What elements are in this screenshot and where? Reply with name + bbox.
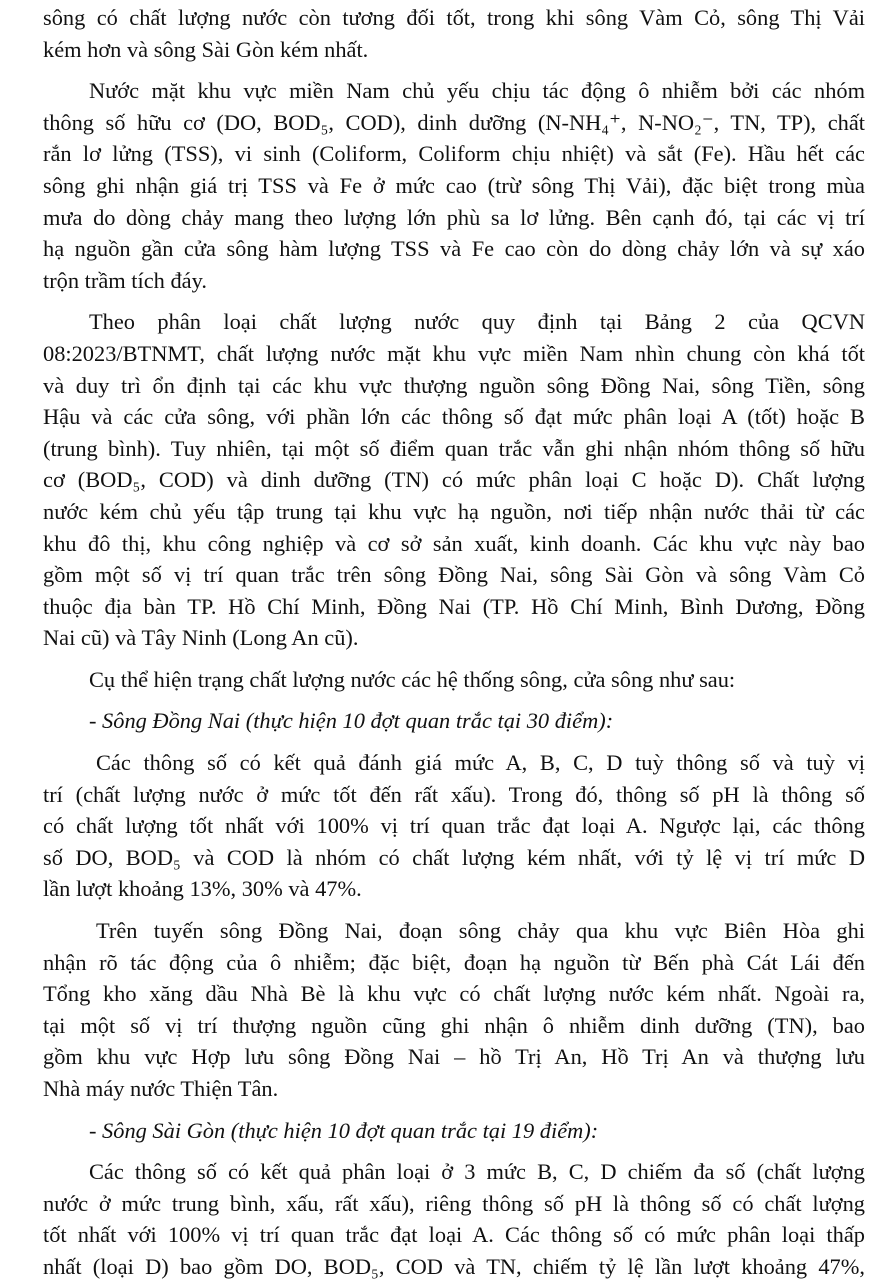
text-line: kém hơn và sông Sài Gòn kém nhất. <box>43 36 369 62</box>
text-line: khu đô thị, khu công nghiệp và cơ sở sản xuất, kinh doanh. Các khu vực này bao <box>43 530 865 556</box>
heading-song-dong-nai <box>43 705 865 737</box>
paragraph-dong-nai-route <box>43 915 865 1105</box>
text-line: có chất lượng tốt nhất với 100% vị trí quan trắc đạt loại A. Ngược lại, các thông <box>43 813 865 839</box>
text-line: sông có chất lượng nước còn tương đối tốt, trong khi sông Vàm Cỏ, sông Thị Vải <box>43 5 865 30</box>
text-line: rắn lơ lửng (TSS), vi sinh (Coliform, Coliform chịu nhiệt) và sắt (Fe). Hầu hết các <box>43 141 865 167</box>
text-line: Nai cũ) và Tây Ninh (Long An cũ). <box>43 625 359 651</box>
text-line: 08:2023/BTNMT, chất lượng nước mặt khu vực miền Nam nhìn chung còn khá tốt <box>43 340 865 366</box>
text-line: (trung bình). Tuy nhiên, tại một số điểm quan trắc vẫn ghi nhận nhóm thông số hữu <box>43 435 865 461</box>
text-line: mưa do dòng chảy mang theo lượng lớn phù sa lơ lửng. Bên cạnh đó, tại các vị trí <box>43 204 865 230</box>
text-line: sông ghi nhận giá trị TSS và Fe ở mức cao (trừ sông Thị Vải), đặc biệt trong mùa <box>43 172 865 198</box>
text-line: thuộc địa bàn TP. Hồ Chí Minh, Đồng Nai (TP. Hồ Chí Minh, Bình Dương, Đồng <box>43 593 865 619</box>
text-line: số DO, BOD₅ và COD là nhóm có chất lượng kém nhất, với tỷ lệ vị trí mức D <box>43 844 865 870</box>
text-line: Cụ thể hiện trạng chất lượng nước các hệ thống sông, cửa sông như sau: <box>89 666 736 692</box>
paragraph-classification <box>43 306 865 654</box>
text-line: Nhà máy nước Thiện Tân. <box>43 1076 279 1101</box>
text-line: Hậu và các cửa sông, với phần lớn các thông số đạt mức phân loại A (tốt) hoặc B <box>43 404 865 430</box>
section-heading: - Sông Đồng Nai (thực hiện 10 đợt quan trắc tại 30 điểm): <box>89 708 614 734</box>
text-line: tốt nhất với 100% vị trí quan trắc đạt loại A. Các thông số có mức phân loại thấp <box>43 1222 865 1248</box>
text-line: lần lượt khoảng 13%, 30% và 47%. <box>43 876 362 902</box>
text-line: hạ nguồn gần cửa sông hàm lượng TSS và Fe cao còn do dòng chảy lớn và sự xáo <box>43 236 865 262</box>
text-line: nước ở mức trung bình, xấu, rất xấu), riêng thông số pH là thông số có chất lượng <box>43 1190 865 1216</box>
paragraph-sai-gon-results <box>43 1156 865 1282</box>
text-line: nước kém chủ yếu tập trung tại khu vực hạ nguồn, nơi tiếp nhận nước thải từ các <box>43 498 865 524</box>
text-line: nhận rõ tác động của ô nhiễm; đặc biệt, đoạn hạ nguồn từ Bến phà Cát Lái đến <box>43 949 865 975</box>
text-line: trí (chất lượng nước ở mức tốt đến rất xấu). Trong đó, thông số pH là thông số <box>43 781 865 807</box>
document-page <box>43 2 865 1283</box>
text-line: tại một số vị trí thượng nguồn cũng ghi nhận ô nhiễm dinh dưỡng (TN), bao <box>43 1012 865 1038</box>
text-line: và duy trì ổn định tại các khu vực thượng nguồn sông Đồng Nai, sông Tiền, sông <box>43 372 865 398</box>
text-line: nhất (loại D) bao gồm DO, BOD₅, COD và TN, chiếm tỷ lệ lần lượt khoảng 47%, <box>43 1253 865 1279</box>
text-line: Trên tuyến sông Đồng Nai, đoạn sông chảy qua khu vực Biên Hòa ghi <box>96 918 865 944</box>
text-line: Nước mặt khu vực miền Nam chủ yếu chịu tác động ô nhiễm bởi các nhóm <box>89 78 865 104</box>
paragraph-intro-tail <box>43 2 865 65</box>
heading-song-sai-gon <box>43 1115 865 1147</box>
section-heading: - Sông Sài Gòn (thực hiện 10 đợt quan trắc tại 19 điểm): <box>89 1117 599 1143</box>
text-line: Các thông số có kết quả đánh giá mức A, B, C, D tuỳ thông số và tuỳ vị <box>96 750 865 776</box>
text-line: Theo phân loại chất lượng nước quy định tại Bảng 2 của QCVN <box>89 309 865 335</box>
paragraph-specific-intro <box>43 664 865 696</box>
text-line: Các thông số có kết quả phân loại ở 3 mức B, C, D chiếm đa số (chất lượng <box>89 1159 865 1185</box>
paragraph-dong-nai-results <box>43 747 865 905</box>
text-line: Tổng kho xăng dầu Nhà Bè là khu vực có chất lượng nước kém nhất. Ngoài ra, <box>43 981 865 1007</box>
text-line: gồm một số vị trí quan trắc trên sông Đồng Nai, sông Sài Gòn và sông Vàm Cỏ <box>43 562 865 588</box>
paragraph-pollution-groups <box>43 75 865 296</box>
text-line: thông số hữu cơ (DO, BOD₅, COD), dinh dưỡng (N-NH₄⁺, N-NO₂⁻, TN, TP), chất <box>43 109 865 135</box>
text-line: cơ (BOD₅, COD) và dinh dưỡng (TN) có mức phân loại C hoặc D). Chất lượng <box>43 467 865 493</box>
text-line: gồm khu vực Hợp lưu sông Đồng Nai – hồ Trị An, Hồ Trị An và thượng lưu <box>43 1044 865 1070</box>
text-line: trộn trầm tích đáy. <box>43 267 207 293</box>
